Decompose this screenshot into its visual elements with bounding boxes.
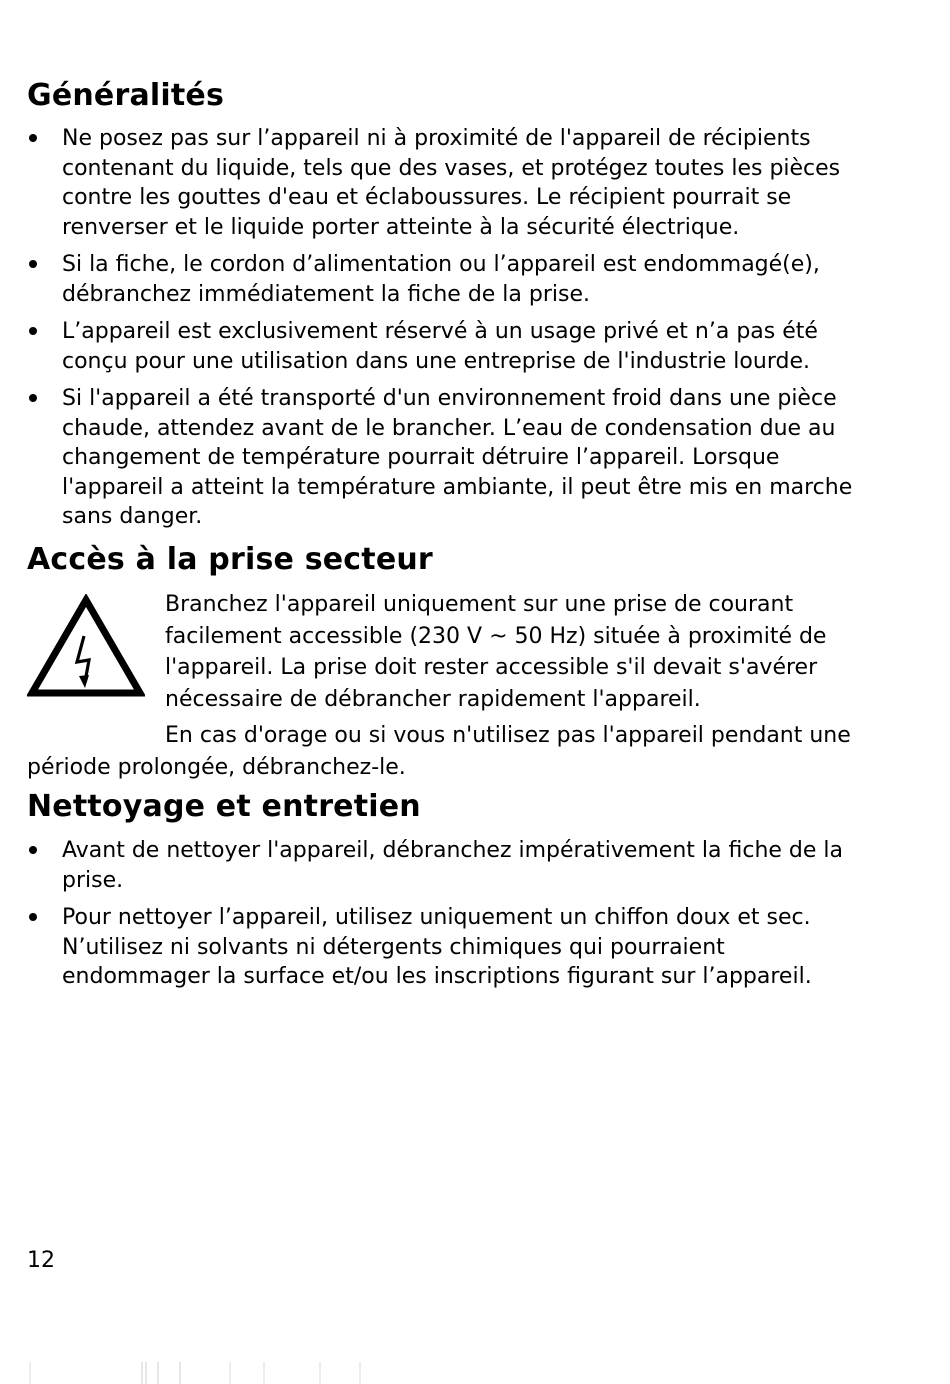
bullet-text: Ne posez pas sur l’appareil ni à proximité de l'appareil de récipients contenant du liquide, tels que des vases, et protégez toutes les pièces contre les gouttes d'eau et éclaboussures. Le récipient pourrait se renverser et le liquide porter atteinte à la sécurité électrique. [62,126,841,240]
print-crop-marks [20,1358,420,1384]
bullet-icon [29,134,37,142]
bullet-text: L’appareil est exclusivement réservé à un usage privé et n’a pas été conçu pour une utilisation dans une entreprise de l'industrie lourde. [62,319,818,374]
list-item [27,250,867,309]
list-item [27,124,867,242]
bullet-icon [29,913,37,921]
list-item [27,317,867,376]
bullet-icon [29,327,37,335]
section-title-acces-prise: Accès à la prise secteur [27,542,433,577]
electrical-hazard-warning-icon [27,594,145,698]
bullet-text: Si la fiche, le cordon d’alimentation ou l’appareil est endommagé(e), débranchez immédiatement la fiche de la prise. [62,252,820,307]
section-title-nettoyage: Nettoyage et entretien [27,789,421,824]
page-number: 12 [27,1248,55,1273]
list-item [27,384,867,532]
bullet-icon [29,846,37,854]
list-item [27,836,867,895]
list-item [27,903,867,992]
bullet-text: Pour nettoyer l’appareil, utilisez uniquement un chiffon doux et sec. N’utilisez ni solvants ni détergents chimiques qui pourraient endommager la surface et/ou les inscriptions figurant sur l’appareil. [62,905,812,989]
prise-paragraph-1: Branchez l'appareil uniquement sur une prise de courant facilement accessible (230 V ~ 50 Hz) située à proximité de l'appareil. La prise doit rester accessible s'il devait s'avérer nécessaire de débrancher rapidement l'appareil. [165,592,827,712]
bullet-text: Si l'appareil a été transporté d'un environnement froid dans une pièce chaude, attendez avant de le brancher. L’eau de condensation due au changement de température pourrait détruire l’appareil. Lorsque l'appareil a atteint la température ambiante, il peut être mis en marche sans danger. [62,386,853,529]
prise-paragraph-2: En cas d'orage ou si vous n'utilisez pas l'appareil pendant une période prolongée, débranchez-le. [27,723,851,780]
section-title-generalites: Généralités [27,78,225,113]
generalites-bullet-list [27,124,867,540]
bullet-text: Avant de nettoyer l'appareil, débranchez impérativement la fiche de la prise. [62,838,843,893]
nettoyage-bullet-list [27,836,867,1000]
bullet-icon [29,394,37,402]
bullet-icon [29,260,37,268]
